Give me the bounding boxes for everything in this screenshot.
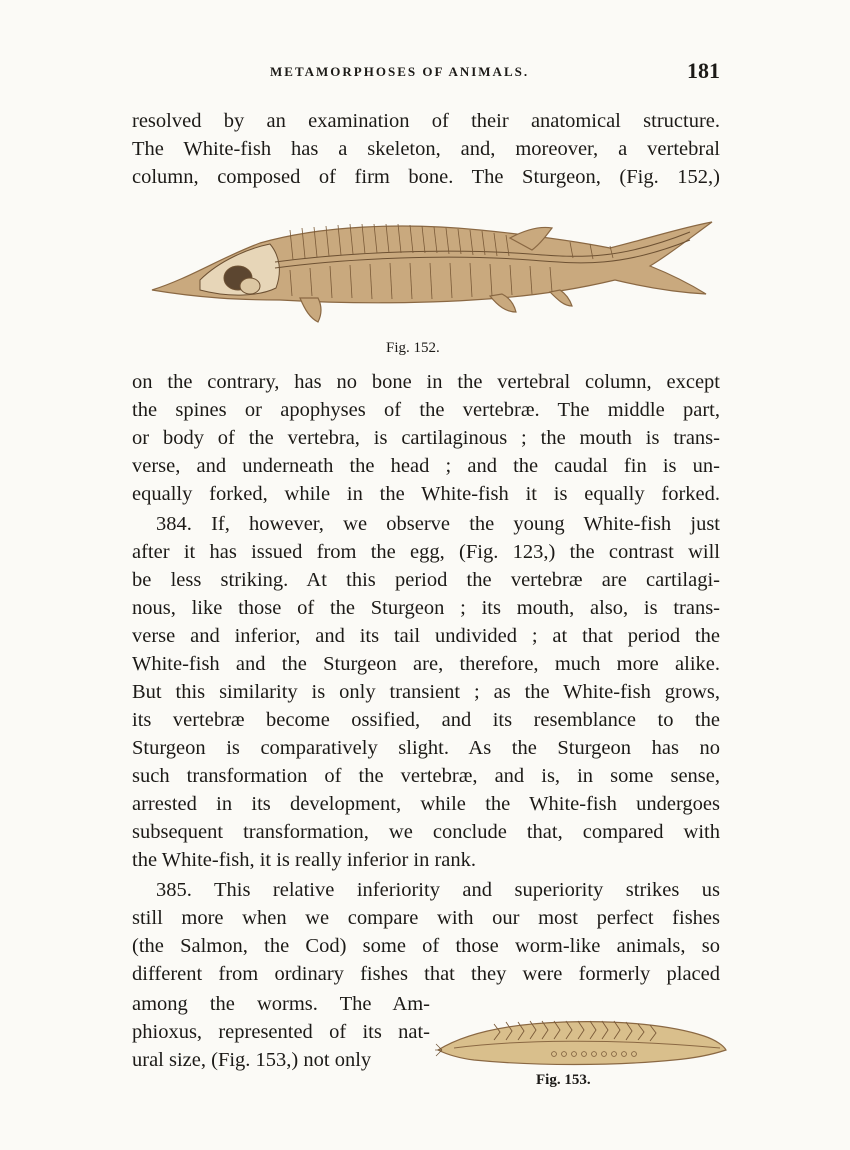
text-line: its vertebræ become ossified, and its resemblance to the	[132, 709, 720, 731]
text-line: after it has issued from the egg, (Fig. 123,) the contrast will	[132, 541, 720, 563]
figure-153-caption: Fig. 153.	[536, 1072, 591, 1088]
text-line: still more when we compare with our most perfect fishes	[132, 907, 720, 929]
text-line: ural size, (Fig. 153,) not only	[132, 1049, 372, 1071]
text-line: 385. This relative inferiority and superiority strikes us	[156, 879, 720, 901]
text-line: the White-fish, it is really inferior in rank.	[132, 849, 477, 871]
text-line: 384. If, however, we observe the young White-fish just	[156, 513, 720, 535]
text-line: arrested in its development, while the White-fish undergoes	[132, 793, 720, 815]
text-line: Sturgeon is comparatively slight. As the Sturgeon has no	[132, 737, 720, 759]
text-line: verse, and underneath the head ; and the caudal fin is un-	[132, 455, 720, 477]
running-head: METAMORPHOSES OF ANIMALS.	[270, 64, 530, 79]
page-header	[130, 58, 720, 88]
text-line: The White-fish has a skeleton, and, moreover, a vertebral	[132, 138, 720, 160]
text-line: White-fish and the Sturgeon are, therefore, much more alike.	[132, 653, 720, 675]
page-number: 181	[687, 58, 720, 83]
sturgeon-illustration	[150, 208, 715, 326]
text-line: the spines or apophyses of the vertebræ. The middle part,	[132, 399, 720, 421]
text-line: different from ordinary fishes that they were formerly placed	[132, 963, 720, 985]
text-line: (the Salmon, the Cod) some of those worm-like animals, so	[132, 935, 720, 957]
text-line: such transformation of the vertebræ, and is, in some sense,	[132, 765, 720, 787]
text-line: phioxus, represented of its nat-	[132, 1021, 430, 1043]
figure-152-caption: Fig. 152.	[386, 340, 440, 356]
text-line: resolved by an examination of their anatomical structure.	[132, 110, 720, 132]
text-line: verse and inferior, and its tail undivided ; at that period the	[132, 625, 720, 647]
text-line: on the contrary, has no bone in the vertebral column, except	[132, 371, 720, 393]
text-line: among the worms. The Am-	[132, 993, 430, 1015]
amphioxus-illustration	[434, 1010, 730, 1072]
text-line: nous, like those of the Sturgeon ; its mouth, also, is trans-	[132, 597, 720, 619]
text-line: column, composed of firm bone. The Sturgeon, (Fig. 152,)	[132, 166, 720, 188]
text-line: be less striking. At this period the vertebræ are cartilagi-	[132, 569, 720, 591]
text-line: equally forked, while in the White-fish it is equally forked.	[132, 483, 720, 505]
text-line: subsequent transformation, we conclude that, compared with	[132, 821, 720, 843]
text-line: or body of the vertebra, is cartilaginous ; the mouth is trans-	[132, 427, 720, 449]
text-line: But this similarity is only transient ; as the White-fish grows,	[132, 681, 720, 703]
